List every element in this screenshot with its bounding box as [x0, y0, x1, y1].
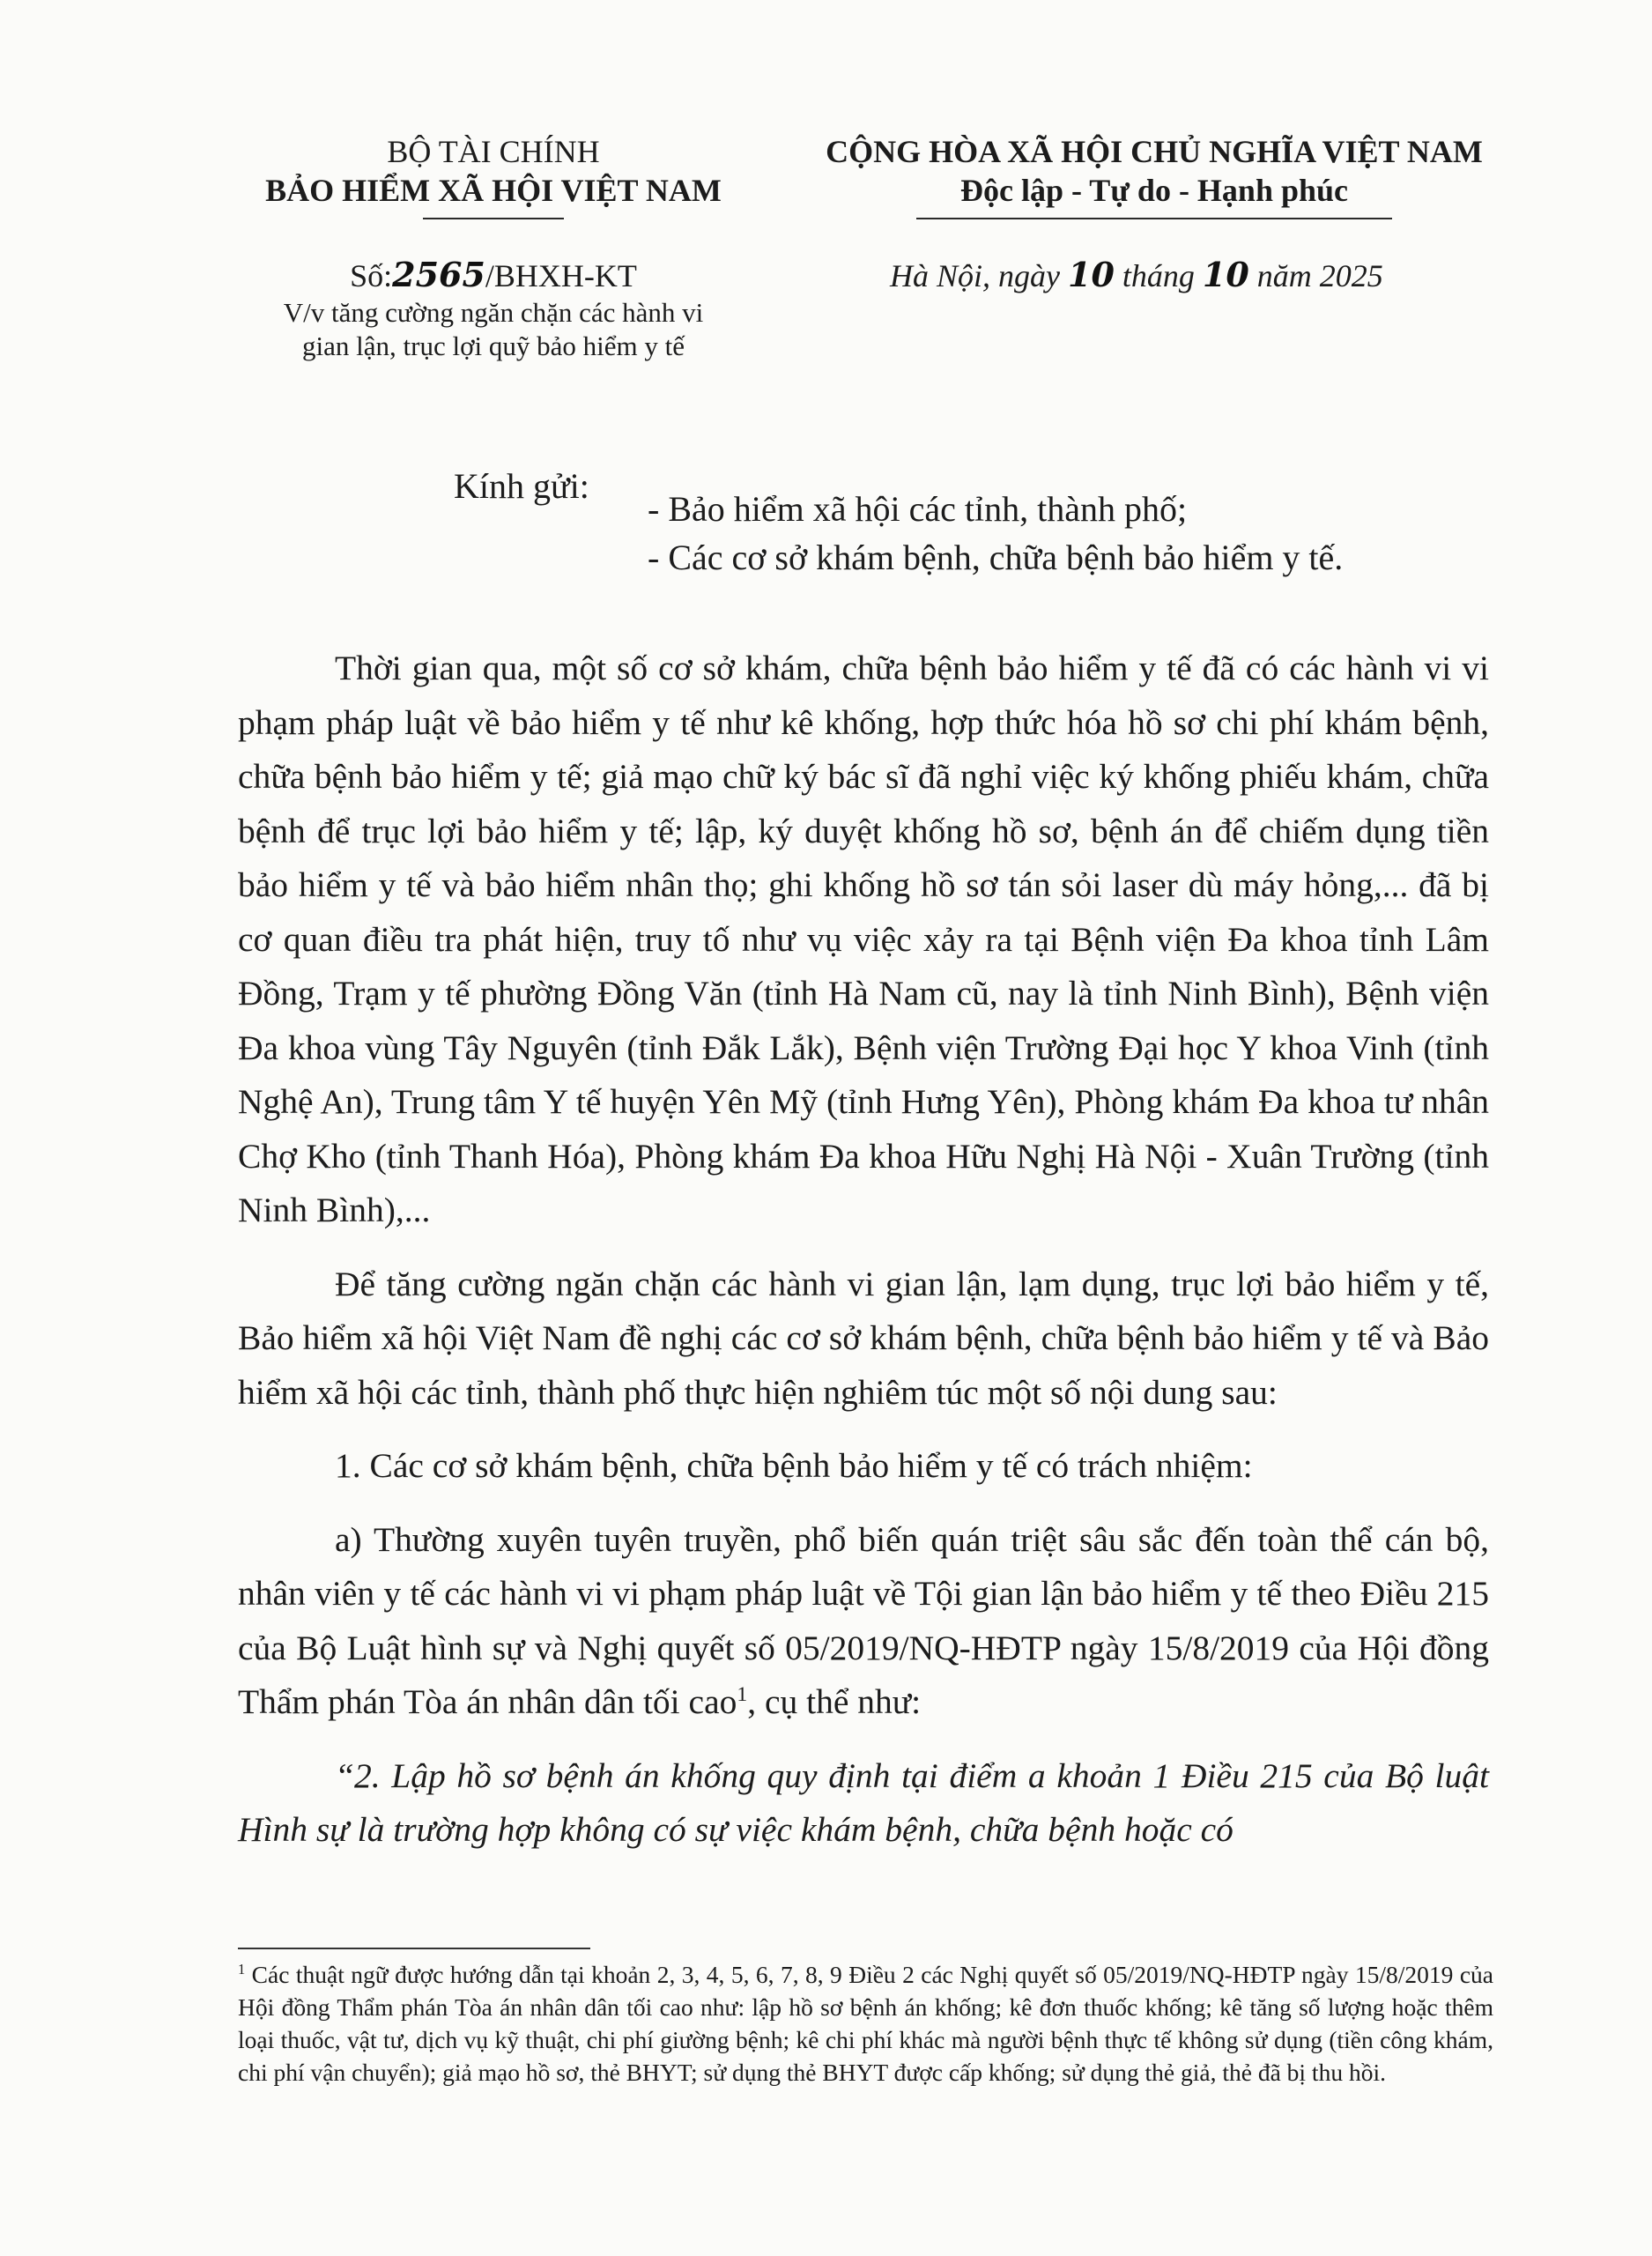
paragraph-tail: , cụ thể như:: [747, 1682, 922, 1721]
body-paragraph: 1. Các cơ sở khám bệnh, chữa bệnh bảo hiểm y tế có trách nhiệm:: [335, 1446, 1253, 1485]
subject-line-1: V/v tăng cường ngăn chặn các hành vi: [283, 297, 704, 328]
recipients-list: [648, 485, 1343, 582]
date-prefix: Hà Nội, ngày: [890, 258, 1060, 293]
recipient-item: - Bảo hiểm xã hội các tỉnh, thành phố;: [648, 489, 1188, 529]
quoted-paragraph: “2. Lập hồ sơ bệnh án khống quy định tại điểm a khoản 1 Điều 215 của Bộ luật Hình sự là trường hợp không có sự việc khám bệnh, chữa bệnh hoặc có: [238, 1755, 1489, 1849]
date-day: 10: [1068, 255, 1115, 294]
footnote-text: Các thuật ngữ được hướng dẫn tại khoản 2, 3, 4, 5, 6, 7, 8, 9 Điều 2 các Nghị quyết số 05/2019/NQ-HĐTP ngày 15/8/2019 của Hội đồng Thẩm phán Tòa án nhân dân tối cao như: lập hồ sơ bệnh án khống; kê đơn thuốc khống; kê tăng số lượng hoặc thêm loại thuốc, vật tư, dịch vụ kỹ thuật, chi phí giường bệnh; kê chi phí khác mà người bệnh thực tế không sử dụng (tiền công khám, chi phí vận chuyển); giả mạo hồ sơ, thẻ BHYT; sử dụng thẻ BHYT được cấp khống; sử dụng thẻ giả, thẻ đã bị thu hồi.: [238, 1961, 1493, 2086]
paragraph-text: a) Thường xuyên tuyên truyền, phổ biến quán triệt sâu sắc đến toàn thể cán bộ, nhân viên y tế các hành vi vi phạm pháp luật về Tội gian lận bảo hiểm y tế theo Điều 215 của Bộ Luật hình sự và Nghị quyết số 05/2019/NQ-HĐTP ngày 15/8/2019 của Hội đồng Thẩm phán Tòa án nhân dân tối cao: [238, 1519, 1489, 1721]
recipients-label: Kính gửi:: [454, 466, 589, 506]
agency-name: BẢO HIỂM XÃ HỘI VIỆT NAM: [265, 173, 722, 208]
recipient-item: - Các cơ sở khám bệnh, chữa bệnh bảo hiểm y tế.: [648, 538, 1344, 577]
body-paragraph: [238, 1513, 1489, 1730]
nation-title: CỘNG HÒA XÃ HỘI CHỦ NGHĨA VIỆT NAM: [826, 134, 1483, 169]
doc-number-handwritten: 2565: [392, 255, 485, 294]
issue-date: [890, 256, 1559, 295]
doc-number-prefix: Số:: [350, 258, 393, 293]
doc-number: [211, 256, 775, 295]
doc-subject: [211, 296, 775, 363]
footnote-marker: 1: [238, 1960, 246, 1978]
agency-underline: [423, 218, 564, 219]
date-month: 10: [1202, 255, 1249, 294]
letter-body: [238, 642, 1489, 1858]
ministry-name: BỘ TÀI CHÍNH: [387, 134, 600, 169]
date-year-label: năm 2025: [1256, 258, 1383, 293]
footnote: [238, 1958, 1493, 2089]
footnote-ref: 1: [737, 1682, 748, 1706]
header-right: [793, 132, 1515, 210]
header-left: [211, 132, 775, 210]
date-month-label: tháng: [1122, 258, 1195, 293]
footnote-rule: [238, 1948, 590, 1949]
motto-underline: [916, 218, 1392, 219]
doc-number-suffix: /BHXH-KT: [485, 258, 637, 293]
body-paragraph: Thời gian qua, một số cơ sở khám, chữa bệnh bảo hiểm y tế đã có các hành vi vi phạm pháp luật về bảo hiểm y tế như kê khống, hợp thức hóa hồ sơ chi phí khám bệnh, chữa bệnh bảo hiểm y tế; giả mạo chữ ký bác sĩ đã nghỉ việc ký khống phiếu khám, chữa bệnh để trục lợi bảo hiểm y tế; lập, ký duyệt khống hồ sơ, bệnh án để chiếm dụng tiền bảo hiểm y tế và bảo hiểm nhân thọ; ghi khống hồ sơ tán sỏi laser dù máy hỏng,... đã bị cơ quan điều tra phát hiện, truy tố như vụ việc xảy ra tại Bệnh viện Đa khoa tỉnh Lâm Đồng, Trạm y tế phường Đồng Văn (tỉnh Hà Nam cũ, nay là tỉnh Ninh Bình), Bệnh viện Đa khoa vùng Tây Nguyên (tỉnh Đắk Lắk), Bệnh viện Trường Đại học Y khoa Vinh (tỉnh Nghệ An), Trung tâm Y tế huyện Yên Mỹ (tỉnh Hưng Yên), Phòng khám Đa khoa tư nhân Chợ Kho (tỉnh Thanh Hóa), Phòng khám Đa khoa Hữu Nghị Hà Nội - Xuân Trường (tỉnh Ninh Bình),...: [238, 649, 1489, 1229]
national-motto: Độc lập - Tự do - Hạnh phúc: [959, 173, 1349, 208]
body-paragraph: Để tăng cường ngăn chặn các hành vi gian lận, lạm dụng, trục lợi bảo hiểm y tế, Bảo hiểm xã hội Việt Nam đề nghị các cơ sở khám bệnh, chữa bệnh bảo hiểm y tế và Bảo hiểm xã hội các tỉnh, thành phố thực hiện nghiêm túc một số nội dung sau:: [238, 1264, 1489, 1412]
subject-line-2: gian lận, trục lợi quỹ bảo hiểm y tế: [302, 330, 685, 361]
